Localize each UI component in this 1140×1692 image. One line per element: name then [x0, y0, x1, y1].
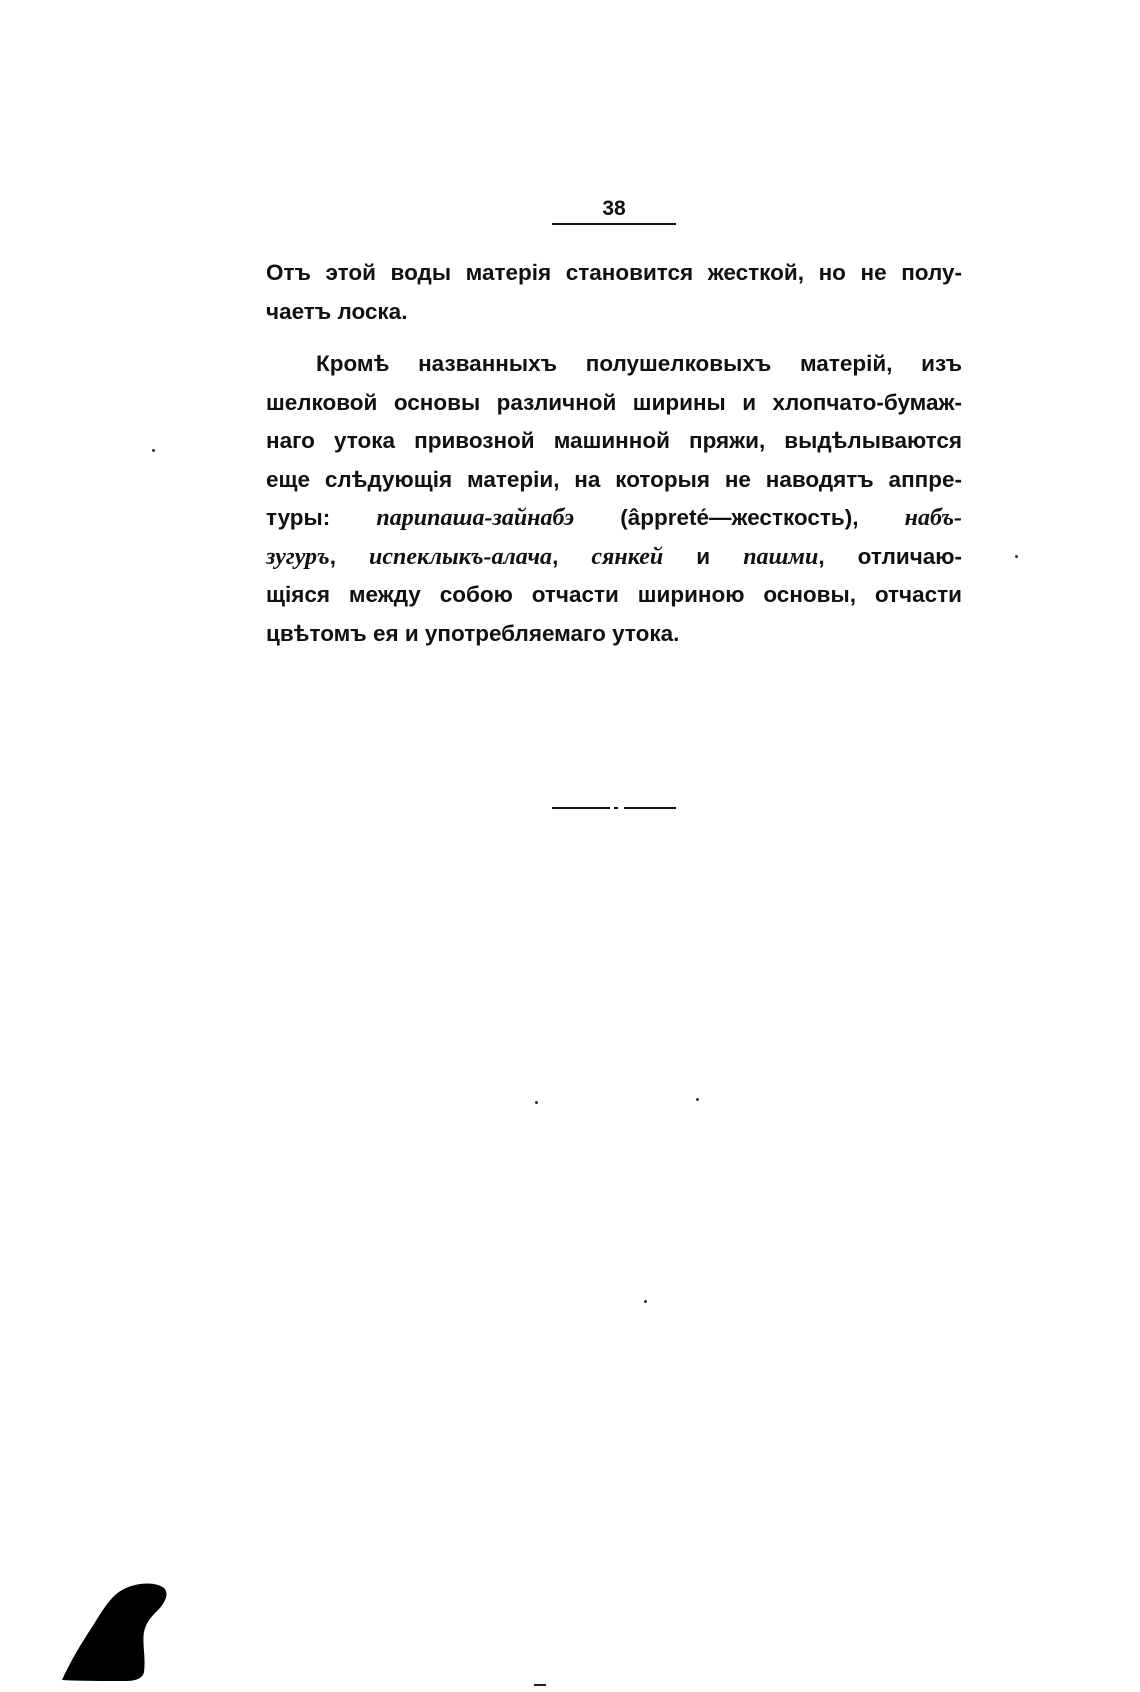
header-rule: [552, 223, 676, 225]
speck: [644, 1300, 647, 1303]
ink-blot: [60, 1582, 170, 1682]
page-number: 38: [602, 197, 626, 220]
text-line: [266, 499, 962, 538]
text-line: Кромѣ названныхъ полушелковыхъ матерій, изъ: [316, 351, 962, 376]
text-line: шелковой основы различной ширины и хлопчато-бумаж-: [266, 389, 962, 415]
text-run: и: [663, 543, 744, 569]
text-line: щіяся между собою отчасти шириною основы, отчасти: [266, 582, 962, 607]
footer-mark: [534, 1684, 546, 1686]
italic-term: сянкей: [591, 543, 664, 570]
text-line: цвѣтомъ ея и употребляемаго утока.: [266, 620, 680, 646]
italic-term: испеклыкъ-алача: [369, 543, 553, 570]
text-line: Отъ этой воды матерія становится жесткой, но не полу-: [266, 260, 962, 285]
speck: [1015, 555, 1018, 558]
end-rule: [614, 807, 618, 809]
text-run: ,: [552, 543, 592, 569]
italic-term: набъ-: [904, 505, 962, 531]
text-run: туры:: [266, 505, 377, 530]
speck: [152, 449, 155, 452]
speck: [535, 1101, 538, 1104]
speck: [696, 1098, 699, 1101]
text-line: еще слѣдующія матеріи, на которыя не наводятъ аппре-: [266, 466, 962, 492]
text-line: чаетъ лоска.: [266, 298, 408, 324]
body-text: [266, 254, 962, 653]
text-run: , отличаю-: [818, 543, 962, 569]
italic-term: зугуръ: [266, 543, 330, 570]
text-run: ,: [329, 543, 370, 569]
end-rule: [552, 807, 610, 809]
italic-term: парипаша-зайнабэ: [376, 505, 575, 531]
paragraph-gap: [266, 331, 962, 345]
text-run: (âpprеtе́—жесткость),: [574, 505, 905, 530]
end-rule: [624, 807, 676, 809]
text-line: наго утока привозной машинной пряжи, выдѣлываются: [266, 428, 962, 453]
italic-term: пашми: [743, 543, 819, 570]
text-line: [266, 538, 962, 577]
